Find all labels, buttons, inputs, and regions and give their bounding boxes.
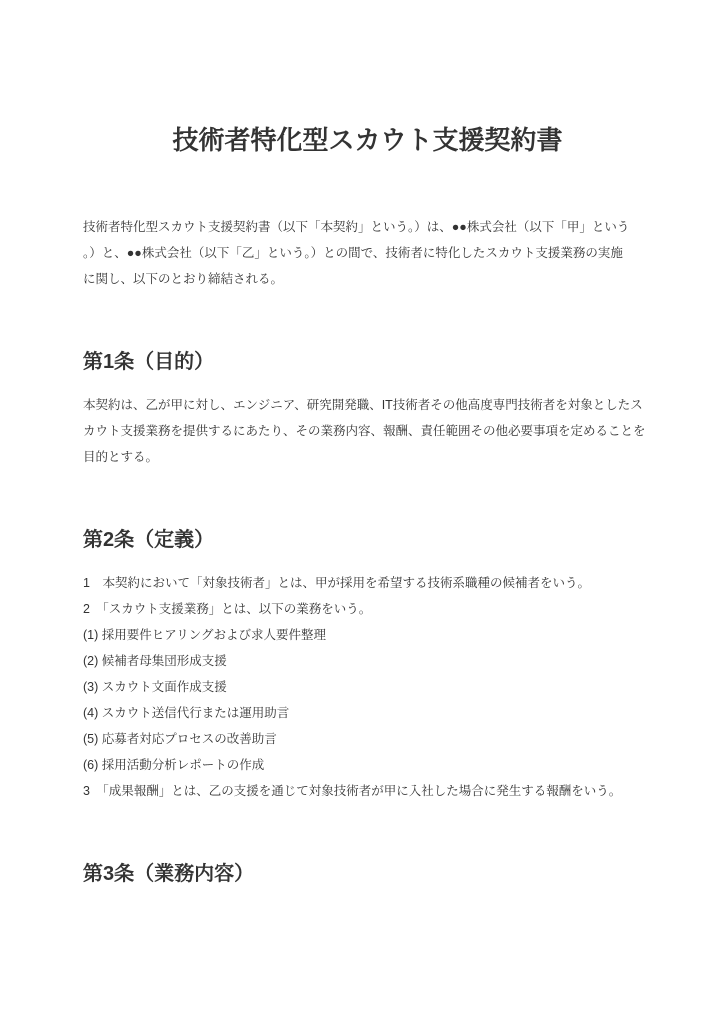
definition-subitem: (5) 応募者対応プロセスの改善助言 bbox=[83, 732, 277, 746]
definition-subitem: (2) 候補者母集団形成支援 bbox=[83, 654, 227, 668]
section-article-3 bbox=[83, 860, 652, 888]
intro-line: 。）と、●●株式会社（以下「乙」という。）との間で、技術者に特化したスカウト支援業務の実施 bbox=[83, 246, 623, 260]
section-article-1 bbox=[83, 348, 652, 470]
body-line: カウト支援業務を提供するにあたり、その業務内容、報酬、責任範囲その他必要事項を定めることを bbox=[83, 424, 646, 438]
definition-subitem: (3) スカウト文面作成支援 bbox=[83, 680, 227, 694]
article-2-heading: 第2条（定義） bbox=[83, 529, 215, 551]
intro-line: に関し、以下のとおり締結される。 bbox=[83, 272, 284, 286]
intro-line: 技術者特化型スカウト支援契約書（以下「本契約」という。）は、●●株式会社（以下「甲」という bbox=[83, 220, 630, 234]
section-article-2 bbox=[83, 526, 652, 804]
body-line: 本契約は、乙が甲に対し、エンジニア、研究開発職、IT技術者その他高度専門技術者を対象としたス bbox=[83, 398, 643, 412]
definition-item: 1 本契約において「対象技術者」とは、甲が採用を希望する技術系職種の候補者をいう。 bbox=[83, 576, 590, 590]
document-title: 技術者特化型スカウト支援契約書 bbox=[172, 125, 563, 155]
definition-subitem: (4) スカウト送信代行または運用助言 bbox=[83, 706, 290, 720]
definition-item: 3 「成果報酬」とは、乙の支援を通じて対象技術者が甲に入社した場合に発生する報酬をいう。 bbox=[83, 784, 622, 798]
definition-item: 2 「スカウト支援業務」とは、以下の業務をいう。 bbox=[83, 602, 372, 616]
intro-paragraph bbox=[83, 214, 652, 292]
article-3-heading: 第3条（業務内容） bbox=[83, 863, 255, 885]
article-1-body bbox=[83, 392, 652, 470]
article-1-heading: 第1条（目的） bbox=[83, 351, 215, 373]
article-2-body bbox=[83, 570, 652, 804]
body-line: 目的とする。 bbox=[83, 450, 159, 464]
definition-subitem: (1) 採用要件ヒアリングおよび求人要件整理 bbox=[83, 628, 327, 642]
definition-subitem: (6) 採用活動分析レポートの作成 bbox=[83, 758, 265, 772]
